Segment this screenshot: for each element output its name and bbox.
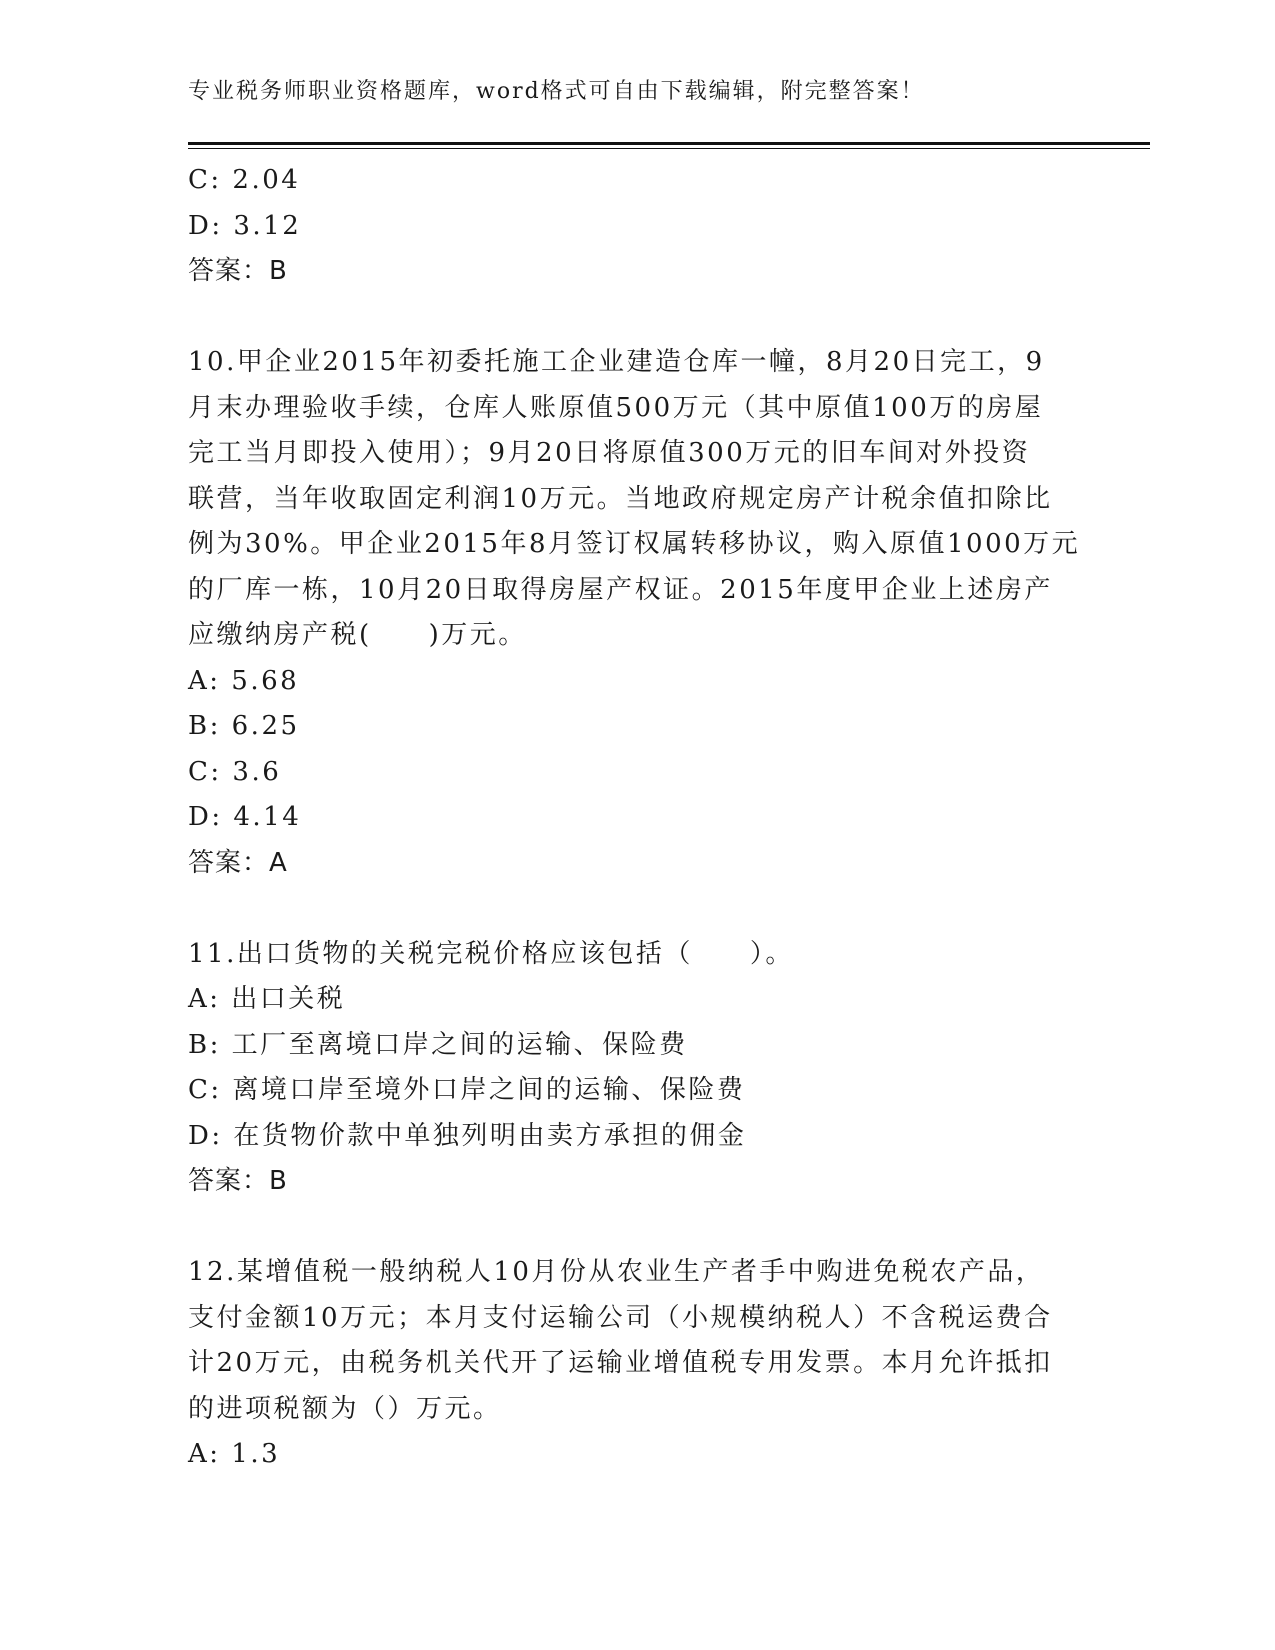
question-11-option-b: B: 工厂至离境口岸之间的运输、保险费 bbox=[188, 1029, 688, 1060]
question-10-option-c: C: 3.6 bbox=[188, 756, 282, 787]
question-12-text-line: 支付金额10万元；本月支付运输公司（小规模纳税人）不含税运费合 bbox=[188, 1302, 1053, 1333]
question-12-text-line: 的进项税额为（）万元。 bbox=[188, 1393, 502, 1424]
question-11-option-a: A: 出口关税 bbox=[188, 984, 346, 1014]
spacer bbox=[188, 295, 1088, 341]
header-rule-thick bbox=[188, 142, 1150, 145]
question-content bbox=[188, 158, 1088, 1478]
option-d: D: 3.12 bbox=[188, 210, 302, 241]
spacer bbox=[188, 1205, 1088, 1251]
header-rule-thin bbox=[188, 148, 1150, 149]
question-11-option-c: C: 离境口岸至境外口岸之间的运输、保险费 bbox=[188, 1075, 746, 1105]
spacer bbox=[188, 886, 1088, 932]
question-10-answer: 答案：A bbox=[188, 847, 288, 878]
question-10-text-line: 例为30%。甲企业2015年8月签订权属转移协议，购入原值1000万元 bbox=[188, 529, 1081, 559]
question-11-text-line: 11.出口货物的关税完税价格应该包括（ ）。 bbox=[188, 938, 794, 969]
question-11-answer: 答案：B bbox=[188, 1166, 288, 1196]
question-10-text-line: 的厂库一栋，10月20日取得房屋产权证。2015年度甲企业上述房产 bbox=[188, 574, 1053, 605]
question-10-text-line: 月末办理验收手续，仓库人账原值500万元（其中原值100万的房屋 bbox=[188, 392, 1044, 423]
page-header: 专业税务师职业资格题库，word格式可自由下载编辑，附完整答案！ bbox=[188, 79, 925, 104]
question-10-option-a: A: 5.68 bbox=[188, 665, 300, 696]
option-c: C: 2.04 bbox=[188, 165, 301, 195]
question-10-text-line: 完工当月即投入使用）；9月20日将原值300万元的旧车间对外投资 bbox=[188, 438, 1031, 468]
question-10-text-line: 10.甲企业2015年初委托施工企业建造仓库一幢，8月20日完工，9 bbox=[188, 347, 1045, 377]
answer-line: 答案：B bbox=[188, 256, 288, 286]
question-10-option-b: B: 6.25 bbox=[188, 711, 300, 741]
question-12-text-line: 计20万元，由税务机关代开了运输业增值税专用发票。本月允许抵扣 bbox=[188, 1348, 1053, 1378]
question-10-text-line: 应缴纳房产税( )万元。 bbox=[188, 620, 527, 650]
question-10-option-d: D: 4.14 bbox=[188, 802, 302, 832]
question-11-option-d: D: 在货物价款中单独列明由卖方承担的佣金 bbox=[188, 1120, 747, 1151]
question-12-text-line: 12.某增值税一般纳税人10月份从农业生产者手中购进免税农产品， bbox=[188, 1257, 1045, 1287]
question-12-option-a: A: 1.3 bbox=[188, 1439, 281, 1469]
question-10-text-line: 联营，当年收取固定利润10万元。当地政府规定房产计税余值扣除比 bbox=[188, 483, 1053, 514]
